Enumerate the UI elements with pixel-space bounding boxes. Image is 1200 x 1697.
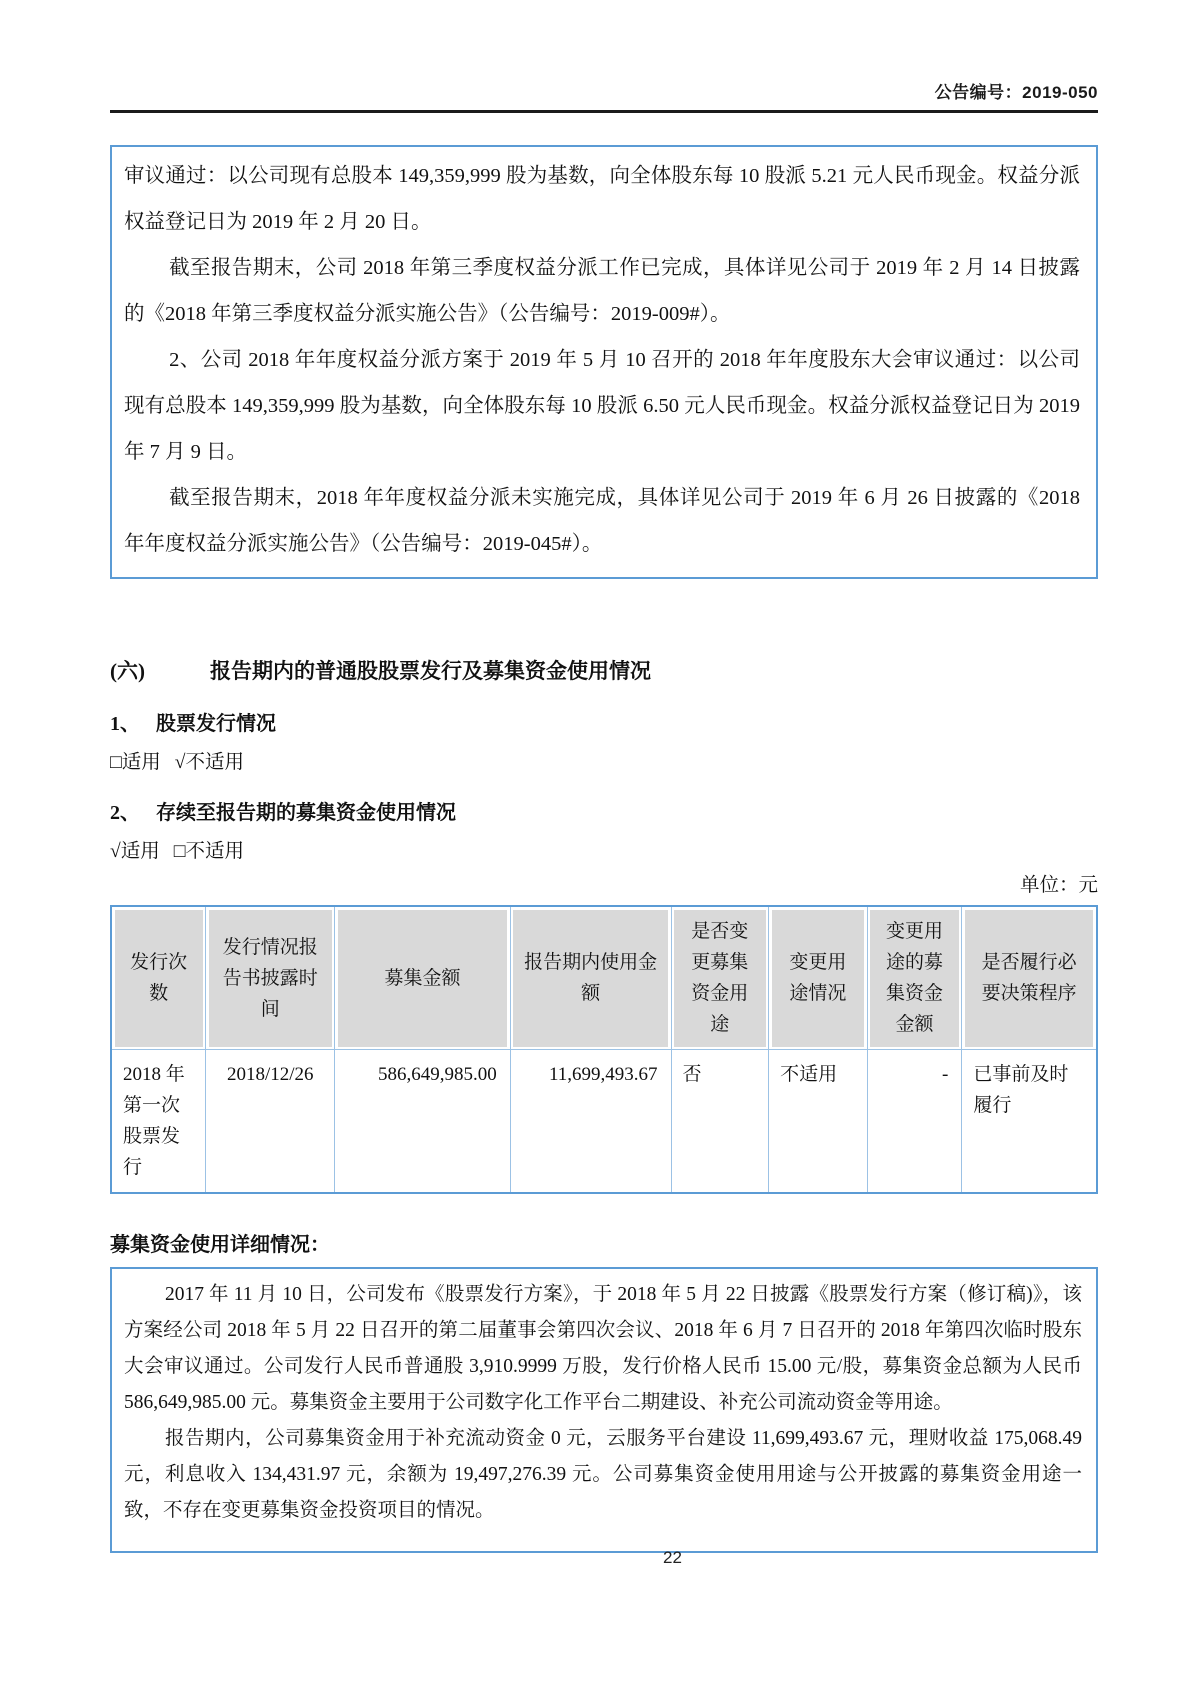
dividend-paragraph-1: 审议通过：以公司现有总股本 149,359,999 股为基数，向全体股东每 10 股派 5.21 元人民币现金。权益分派权益登记日为 2019 年 2 月 20 日。 [124, 165, 1080, 233]
item-1-applicability [110, 746, 1098, 774]
cell-disclosure-date: 2018/12/26 [206, 1050, 335, 1194]
item-1-number: 1、 [110, 713, 140, 735]
cell-used-in-period: 11,699,493.67 [510, 1050, 671, 1194]
col-header-purpose-changed: 是否变更募集资金用途 [671, 906, 769, 1050]
detail-paragraph-2: 报告期内，公司募集资金用于补充流动资金 0 元，云服务平台建设 11,699,493.67 元，理财收益 175,068.49 元，利息收入 134,431.97 元，余额为 19,497,276.39 元。公司募集资金使用用途与公开披露的募集资金用途一致，不存在变更募集资金投资项目的情况。 [124, 1428, 1082, 1521]
dividend-distribution-box [110, 145, 1098, 579]
dividend-paragraph-2: 截至报告期末，公司 2018 年第三季度权益分派工作已完成，具体详见公司于 2019 年 2 月 14 日披露的《2018 年第三季度权益分派实施公告》（公告编号：2019-009#）。 [124, 257, 1080, 325]
dividend-paragraph-4: 截至报告期末，2018 年年度权益分派未实施完成，具体详见公司于 2019 年 6 月 26 日披露的《2018 年年度权益分派实施公告》（公告编号：2019-045#）。 [124, 487, 1080, 555]
col-header-issue-round: 发行次数 [111, 906, 206, 1050]
section-6-number: (六) [110, 659, 145, 683]
item-1-not-applicable-checkbox: √不适用 [174, 752, 244, 773]
page-header [110, 0, 1098, 103]
section-6-title: 报告期内的普通股股票发行及募集资金使用情况 [210, 659, 651, 683]
table-row [111, 1050, 1097, 1194]
cell-procedure: 已事前及时履行 [962, 1050, 1097, 1194]
detail-paragraph-1: 2017 年 11 月 10 日，公司发布《股票发行方案》，于 2018 年 5 月 22 日披露《股票发行方案（修订稿)》，该方案经公司 2018 年 5 月 22 日召开的第二届董事会第四次会议、2018 年 6 月 7 日召开的 2018 年第四次临时股东大会审议通过。公司发行人民币普通股 3,910.9999 万股，发行价格人民币 15.00 元/股，募集资金总额为人民币 586,649,985.00 元。募集资金主要用于公司数字化工作平台二期建设、补充公司流动资金等用途。 [124, 1284, 1082, 1413]
col-header-disclosure-date: 发行情况报告书披露时间 [206, 906, 335, 1050]
fund-detail-heading: 募集资金使用详细情况： [110, 1234, 330, 1256]
item-2-heading [110, 796, 1098, 825]
item-2-number: 2、 [110, 802, 140, 824]
item-1-applicable-checkbox: □适用 [110, 752, 161, 773]
cell-raised-amount: 586,649,985.00 [335, 1050, 511, 1194]
col-header-change-situation: 变更用途情况 [769, 906, 868, 1050]
table-header-row [111, 906, 1097, 1050]
item-2-not-applicable-checkbox: □不适用 [173, 841, 244, 862]
fund-detail-box [110, 1267, 1098, 1553]
cell-changed-amount: - [867, 1050, 962, 1194]
page-footer [0, 1548, 1200, 1568]
cell-issue-round: 2018 年第一次股票发行 [111, 1050, 206, 1194]
col-header-used-in-period: 报告期内使用金额 [510, 906, 671, 1050]
item-1-title: 股票发行情况 [156, 713, 276, 735]
item-1-heading [110, 707, 1098, 736]
item-2-applicable-checkbox: √适用 [110, 841, 160, 862]
page-number: 22 [663, 1548, 682, 1567]
cell-change-situation: 不适用 [769, 1050, 868, 1194]
page-content [110, 0, 1098, 1553]
unit-label: 单位：元 [1019, 875, 1098, 896]
fund-usage-table [110, 905, 1098, 1194]
item-2-applicability [110, 835, 1098, 863]
header-rule [110, 110, 1098, 113]
col-header-changed-amount: 变更用途的募集资金金额 [867, 906, 962, 1050]
cell-purpose-changed: 否 [671, 1050, 769, 1194]
dividend-paragraph-3: 2、公司 2018 年年度权益分派方案于 2019 年 5 月 10 召开的 2018 年年度股东大会审议通过：以公司现有总股本 149,359,999 股为基数，向全体股东每 10 股派 6.50 元人民币现金。权益分派权益登记日为 2019 年 7 月 9 日。 [124, 349, 1080, 463]
announcement-number: 公告编号：2019-050 [934, 83, 1098, 102]
section-6-heading [110, 655, 1098, 685]
col-header-raised-amount: 募集金额 [335, 906, 511, 1050]
item-2-title: 存续至报告期的募集资金使用情况 [156, 802, 456, 824]
col-header-procedure: 是否履行必要决策程序 [962, 906, 1097, 1050]
